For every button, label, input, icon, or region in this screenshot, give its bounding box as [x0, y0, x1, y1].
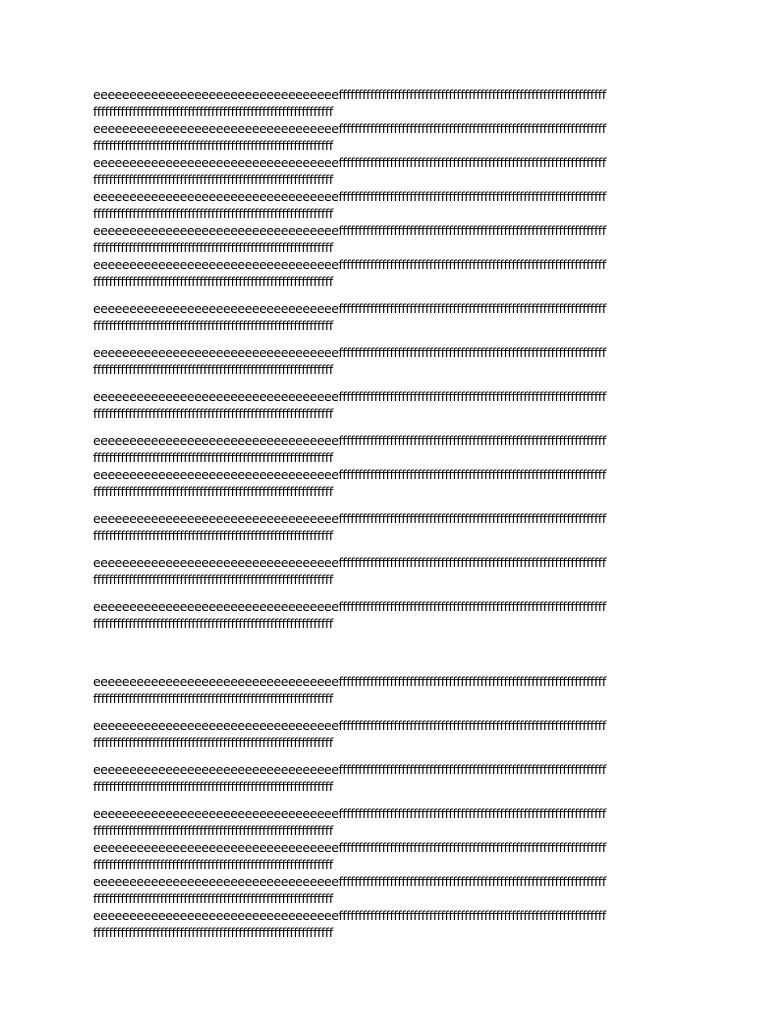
text-line: fffffffffffffffffffffffffffffffffffffffffffffffffffffffffffff — [93, 484, 333, 499]
text-line: eeeeeeeeeeeeeeeeeeeeeeeeeeeeeeeeeeffffffffffffffffffffffffffffffffffffffffffffffffffffffffffffffffffff — [93, 467, 606, 482]
text-line: eeeeeeeeeeeeeeeeeeeeeeeeeeeeeeeeeeffffffffffffffffffffffffffffffffffffffffffffffffffffffffffffffffffff — [93, 511, 606, 526]
text-line: fffffffffffffffffffffffffffffffffffffffffffffffffffffffffffff — [93, 406, 333, 421]
paragraph — [93, 120, 693, 154]
paragraph — [93, 222, 693, 256]
text-line: fffffffffffffffffffffffffffffffffffffffffffffffffffffffffffff — [93, 891, 333, 906]
paragraph-group — [93, 805, 693, 941]
text-line: eeeeeeeeeeeeeeeeeeeeeeeeeeeeeeeeeeffffffffffffffffffffffffffffffffffffffffffffffffffffffffffffffffffff — [93, 908, 606, 923]
text-line: fffffffffffffffffffffffffffffffffffffffffffffffffffffffffffff — [93, 362, 333, 377]
paragraph — [93, 466, 693, 500]
text-line: fffffffffffffffffffffffffffffffffffffffffffffffffffffffffffff — [93, 206, 333, 221]
paragraph — [93, 256, 693, 290]
text-line: fffffffffffffffffffffffffffffffffffffffffffffffffffffffffffff — [93, 450, 333, 465]
paragraph-group — [93, 86, 693, 290]
text-line: eeeeeeeeeeeeeeeeeeeeeeeeeeeeeeeeeeffffffffffffffffffffffffffffffffffffffffffffffffffffffffffffffffffff — [93, 840, 606, 855]
paragraph — [93, 907, 693, 941]
text-line: fffffffffffffffffffffffffffffffffffffffffffffffffffffffffffff — [93, 318, 333, 333]
paragraph — [93, 554, 693, 588]
paragraph-group — [93, 717, 693, 751]
paragraph — [93, 761, 693, 795]
paragraph-group — [93, 344, 693, 378]
text-line: eeeeeeeeeeeeeeeeeeeeeeeeeeeeeeeeeeffffffffffffffffffffffffffffffffffffffffffffffffffffffffffffffffffff — [93, 718, 606, 733]
text-line: fffffffffffffffffffffffffffffffffffffffffffffffffffffffffffff — [93, 572, 333, 587]
text-line: eeeeeeeeeeeeeeeeeeeeeeeeeeeeeeeeeeffffffffffffffffffffffffffffffffffffffffffffffffffffffffffffffffffff — [93, 345, 606, 360]
text-line: fffffffffffffffffffffffffffffffffffffffffffffffffffffffffffff — [93, 172, 333, 187]
paragraph — [93, 86, 693, 120]
document-body — [93, 86, 693, 941]
text-line: fffffffffffffffffffffffffffffffffffffffffffffffffffffffffffff — [93, 138, 333, 153]
text-line: eeeeeeeeeeeeeeeeeeeeeeeeeeeeeeeeeeffffffffffffffffffffffffffffffffffffffffffffffffffffffffffffffffffff — [93, 806, 606, 821]
paragraph — [93, 598, 693, 632]
text-line: fffffffffffffffffffffffffffffffffffffffffffffffffffffffffffff — [93, 857, 333, 872]
text-line: fffffffffffffffffffffffffffffffffffffffffffffffffffffffffffff — [93, 274, 333, 289]
paragraph — [93, 805, 693, 839]
text-line: fffffffffffffffffffffffffffffffffffffffffffffffffffffffffffff — [93, 779, 333, 794]
text-line: fffffffffffffffffffffffffffffffffffffffffffffffffffffffffffff — [93, 616, 333, 631]
text-line: eeeeeeeeeeeeeeeeeeeeeeeeeeeeeeeeeeffffffffffffffffffffffffffffffffffffffffffffffffffffffffffffffffffff — [93, 599, 606, 614]
paragraph-group — [93, 388, 693, 422]
paragraph — [93, 154, 693, 188]
text-line: eeeeeeeeeeeeeeeeeeeeeeeeeeeeeeeeeeffffffffffffffffffffffffffffffffffffffffffffffffffffffffffffffffffff — [93, 257, 606, 272]
paragraph-group — [93, 761, 693, 795]
paragraph — [93, 188, 693, 222]
text-line: fffffffffffffffffffffffffffffffffffffffffffffffffffffffffffff — [93, 104, 333, 119]
paragraph — [93, 300, 693, 334]
text-line: fffffffffffffffffffffffffffffffffffffffffffffffffffffffffffff — [93, 925, 333, 940]
paragraph-group — [93, 598, 693, 632]
paragraph — [93, 873, 693, 907]
text-line: eeeeeeeeeeeeeeeeeeeeeeeeeeeeeeeeeeffffffffffffffffffffffffffffffffffffffffffffffffffffffffffffffffffff — [93, 223, 606, 238]
paragraph — [93, 388, 693, 422]
text-line: eeeeeeeeeeeeeeeeeeeeeeeeeeeeeeeeeeffffffffffffffffffffffffffffffffffffffffffffffffffffffffffffffffffff — [93, 121, 606, 136]
text-line: eeeeeeeeeeeeeeeeeeeeeeeeeeeeeeeeeeffffffffffffffffffffffffffffffffffffffffffffffffffffffffffffffffffff — [93, 155, 606, 170]
paragraph — [93, 510, 693, 544]
paragraph-group — [93, 300, 693, 334]
paragraph-group — [93, 554, 693, 588]
paragraph-group — [93, 510, 693, 544]
text-line: eeeeeeeeeeeeeeeeeeeeeeeeeeeeeeeeeeffffffffffffffffffffffffffffffffffffffffffffffffffffffffffffffffffff — [93, 874, 606, 889]
text-line: fffffffffffffffffffffffffffffffffffffffffffffffffffffffffffff — [93, 735, 333, 750]
text-line: fffffffffffffffffffffffffffffffffffffffffffffffffffffffffffff — [93, 823, 333, 838]
text-line: eeeeeeeeeeeeeeeeeeeeeeeeeeeeeeeeeeffffffffffffffffffffffffffffffffffffffffffffffffffffffffffffffffffff — [93, 189, 606, 204]
paragraph-group — [93, 673, 693, 707]
paragraph — [93, 432, 693, 466]
text-line: fffffffffffffffffffffffffffffffffffffffffffffffffffffffffffff — [93, 691, 333, 706]
paragraph — [93, 673, 693, 707]
text-line: eeeeeeeeeeeeeeeeeeeeeeeeeeeeeeeeeeffffffffffffffffffffffffffffffffffffffffffffffffffffffffffffffffffff — [93, 674, 606, 689]
text-line: eeeeeeeeeeeeeeeeeeeeeeeeeeeeeeeeeeffffffffffffffffffffffffffffffffffffffffffffffffffffffffffffffffffff — [93, 555, 606, 570]
text-line: eeeeeeeeeeeeeeeeeeeeeeeeeeeeeeeeeeffffffffffffffffffffffffffffffffffffffffffffffffffffffffffffffffffff — [93, 301, 606, 316]
text-line: fffffffffffffffffffffffffffffffffffffffffffffffffffffffffffff — [93, 240, 333, 255]
paragraph — [93, 344, 693, 378]
text-line: eeeeeeeeeeeeeeeeeeeeeeeeeeeeeeeeeeffffffffffffffffffffffffffffffffffffffffffffffffffffffffffffffffffff — [93, 433, 606, 448]
paragraph-group — [93, 432, 693, 500]
text-line: eeeeeeeeeeeeeeeeeeeeeeeeeeeeeeeeeeffffffffffffffffffffffffffffffffffffffffffffffffffffffffffffffffffff — [93, 762, 606, 777]
text-line: fffffffffffffffffffffffffffffffffffffffffffffffffffffffffffff — [93, 528, 333, 543]
paragraph — [93, 839, 693, 873]
paragraph — [93, 717, 693, 751]
text-line: eeeeeeeeeeeeeeeeeeeeeeeeeeeeeeeeeeffffffffffffffffffffffffffffffffffffffffffffffffffffffffffffffffffff — [93, 87, 606, 102]
text-line: eeeeeeeeeeeeeeeeeeeeeeeeeeeeeeeeeeffffffffffffffffffffffffffffffffffffffffffffffffffffffffffffffffffff — [93, 389, 606, 404]
